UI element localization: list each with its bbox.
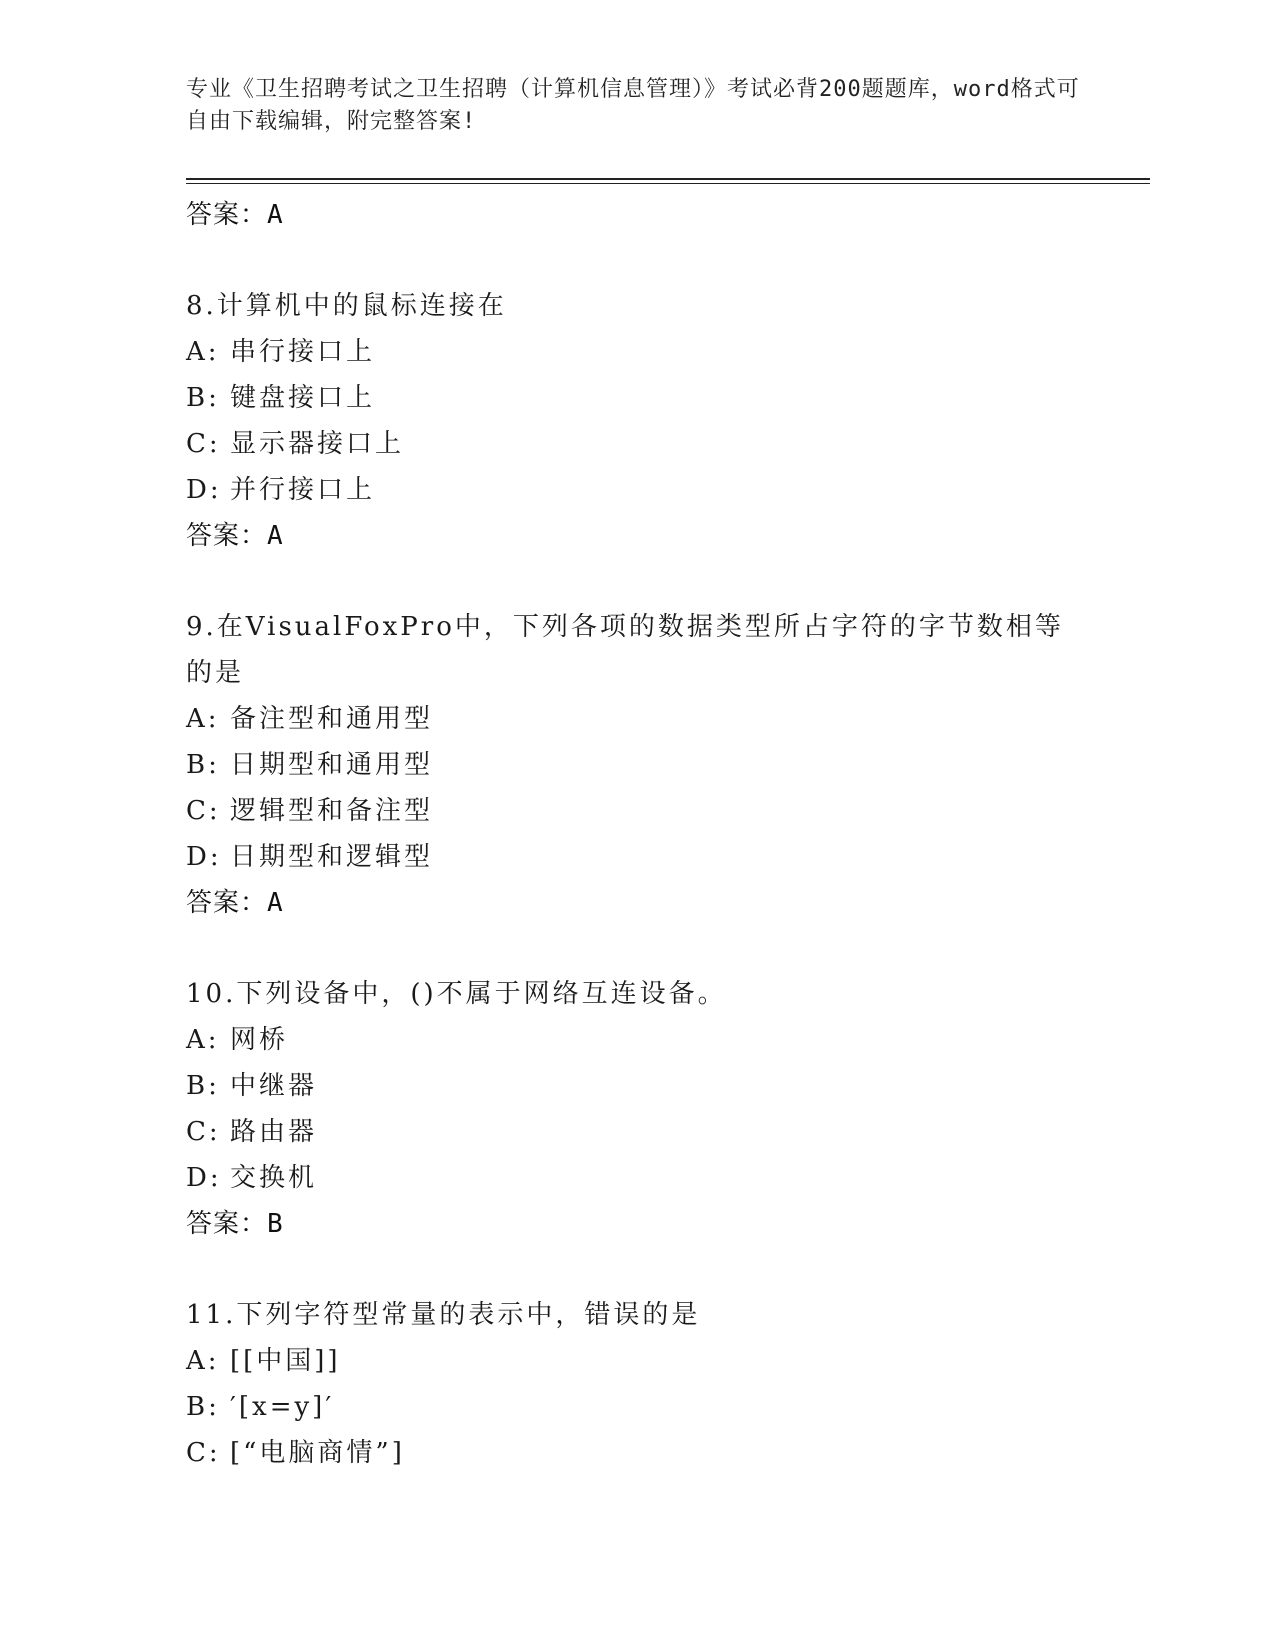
option-text: 交换机	[230, 1163, 318, 1193]
option-letter: D:	[186, 842, 222, 872]
option-letter: B:	[186, 1392, 220, 1422]
answer-line: 答案：B	[186, 1209, 284, 1239]
option-letter: C:	[186, 796, 221, 826]
option-letter: A:	[186, 1346, 220, 1376]
answer-line: 答案：A	[186, 521, 284, 551]
option-letter: C:	[186, 1117, 221, 1147]
header-divider-thin	[186, 183, 1150, 184]
option-d	[186, 834, 1086, 880]
question-block	[186, 1292, 1086, 1476]
option-c	[186, 421, 1086, 467]
document-header: 专业《卫生招聘考试之卫生招聘（计算机信息管理）》考试必背200题题库，word格式可自由下载编辑，附完整答案!	[186, 77, 1080, 134]
option-a	[186, 329, 1086, 375]
option-text: 逻辑型和备注型	[230, 796, 434, 826]
question-stem: 10.下列设备中，()不属于网络互连设备。	[186, 979, 727, 1009]
option-text: 路由器	[230, 1117, 318, 1147]
question-block	[186, 971, 1086, 1247]
option-letter: A:	[186, 1025, 220, 1055]
option-letter: D:	[186, 475, 222, 505]
option-c	[186, 1430, 1086, 1476]
answer-line: 答案：A	[186, 200, 284, 230]
question-list	[186, 192, 1086, 1476]
option-text: 键盘接口上	[230, 383, 376, 413]
option-b	[186, 742, 1086, 788]
option-letter: A:	[186, 704, 220, 734]
option-text: 并行接口上	[230, 475, 376, 505]
question-block	[186, 604, 1086, 926]
option-a	[186, 1017, 1086, 1063]
option-d	[186, 467, 1086, 513]
option-text: 日期型和通用型	[230, 750, 434, 780]
option-letter: C:	[186, 1438, 221, 1468]
question-block	[186, 283, 1086, 559]
option-text: 显示器接口上	[230, 429, 405, 459]
question-stem: 8.计算机中的鼠标连接在	[186, 291, 507, 321]
option-text: 中继器	[230, 1071, 318, 1101]
option-text: 备注型和通用型	[230, 704, 434, 734]
question-stem: 9.在VisualFoxPro中，下列各项的数据类型所占字符的字节数相等的是	[186, 612, 1064, 688]
header-divider-thick	[186, 178, 1150, 180]
option-letter: C:	[186, 429, 221, 459]
option-text: 日期型和逻辑型	[230, 842, 434, 872]
option-text: ′[x=y]′	[230, 1392, 335, 1422]
option-b	[186, 1384, 1086, 1430]
option-text: 串行接口上	[230, 337, 376, 367]
option-c	[186, 788, 1086, 834]
option-c	[186, 1109, 1086, 1155]
option-a	[186, 696, 1086, 742]
option-text: 网桥	[230, 1025, 289, 1055]
option-a	[186, 1338, 1086, 1384]
question-stem: 11.下列字符型常量的表示中，错误的是	[186, 1300, 701, 1330]
option-letter: D:	[186, 1163, 222, 1193]
option-letter: B:	[186, 1071, 220, 1101]
option-letter: B:	[186, 750, 220, 780]
option-text: [[中国]]	[230, 1346, 341, 1376]
option-b	[186, 375, 1086, 421]
option-text: [“电脑商情”]	[230, 1438, 405, 1468]
option-d	[186, 1155, 1086, 1201]
answer-line: 答案：A	[186, 888, 284, 918]
option-b	[186, 1063, 1086, 1109]
option-letter: B:	[186, 383, 220, 413]
option-letter: A:	[186, 337, 220, 367]
